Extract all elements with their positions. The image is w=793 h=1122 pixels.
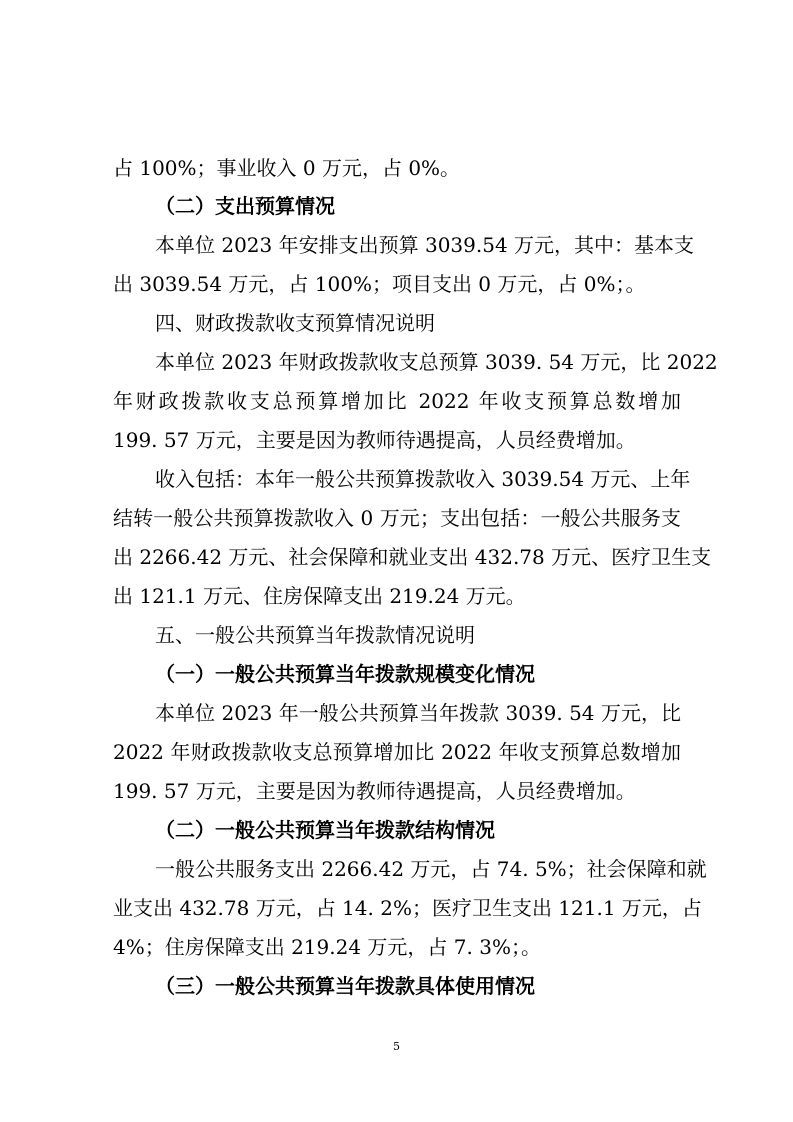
paragraph-line: 出 121.1 万元、住房保障支出 219.24 万元。 (113, 584, 526, 608)
paragraph-line: 一般公共服务支出 2266.42 万元，占 74. 5%；社会保障和就 (155, 857, 707, 881)
paragraph-line: 199. 57 万元，主要是因为教师待遇提高，人员经费增加。 (113, 779, 636, 803)
paragraph-line: 本单位 2023 年安排支出预算 3039.54 万元，其中：基本支 (155, 233, 695, 257)
paragraph-line: 业支出 432.78 万元，占 14. 2%；医疗卫生支出 121.1 万元，占 (113, 896, 702, 920)
section-heading: （三）一般公共预算当年拨款具体使用情况 (155, 974, 535, 998)
section-heading: （二）一般公共预算当年拨款结构情况 (155, 818, 495, 842)
section-heading: 四、财政拨款收支预算情况说明 (155, 311, 435, 335)
paragraph-line: 4%；住房保障支出 219.24 万元，占 7. 3%；。 (113, 935, 541, 959)
paragraph-line: 本单位 2023 年一般公共预算当年拨款 3039. 54 万元，比 (155, 701, 681, 725)
section-heading: （二）支出预算情况 (155, 194, 335, 218)
section-heading: 五、一般公共预算当年拨款情况说明 (155, 623, 475, 647)
paragraph-line: 占 100%；事业收入 0 万元，占 0%。 (113, 156, 461, 180)
paragraph-line: 本单位 2023 年财政拨款收支总预算 3039. 54 万元，比 2022 (155, 350, 718, 374)
paragraph-line: 收入包括：本年一般公共预算拨款收入 3039.54 万元、上年 (155, 467, 691, 491)
paragraph-line: 199. 57 万元，主要是因为教师待遇提高，人员经费增加。 (113, 428, 636, 452)
paragraph-line: 2022 年财政拨款收支总预算增加比 2022 年收支预算总数增加 (113, 740, 681, 764)
page-number: 5 (393, 1040, 400, 1053)
paragraph-line: 出 2266.42 万元、社会保障和就业支出 432.78 万元、医疗卫生支 (113, 545, 712, 569)
section-heading: （一）一般公共预算当年拨款规模变化情况 (155, 662, 535, 686)
paragraph-line: 结转一般公共预算拨款收入 0 万元；支出包括：一般公共服务支 (113, 506, 681, 530)
paragraph-line: 出 3039.54 万元，占 100%；项目支出 0 万元，占 0%；。 (113, 272, 646, 296)
paragraph-line: 年财政拨款收支总预算增加比 2022 年收支预算总数增加 (113, 389, 681, 413)
